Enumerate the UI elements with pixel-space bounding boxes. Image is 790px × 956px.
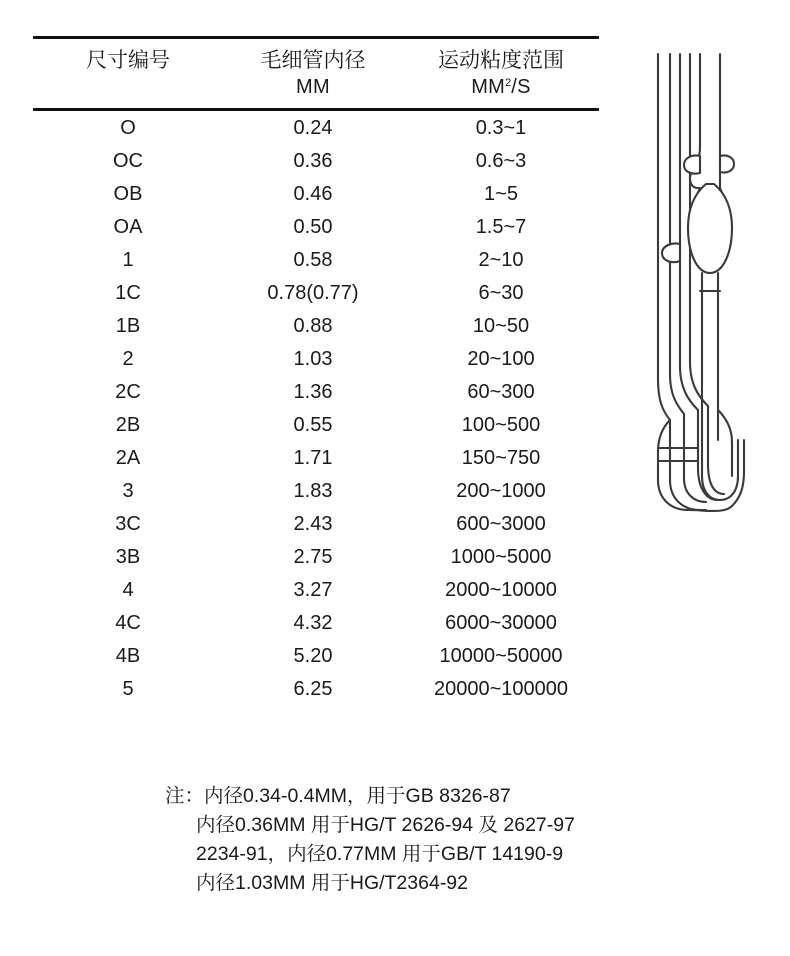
cell-range: 600~3000 <box>456 513 546 536</box>
footnote-line-1: 注：内径0.34-0.4MM，用于GB 8326-87 <box>165 785 511 807</box>
cell-range: 60~300 <box>467 381 535 404</box>
cell-size: OC <box>113 150 143 173</box>
table-row <box>33 210 599 243</box>
table-row <box>33 474 599 507</box>
cell-size: 4 <box>122 579 134 602</box>
left-tube-nub-icon <box>662 243 680 262</box>
cell-bore: 1.71 <box>293 447 333 470</box>
table-body <box>33 110 599 706</box>
footnote-line-2: 内径0.36MM 用于HG/T 2626-94 及 2627-97 <box>196 814 575 836</box>
unit-superscript: 2 <box>505 76 512 89</box>
cell-range: 2~10 <box>478 249 524 272</box>
cell-range: 20000~100000 <box>433 678 569 701</box>
column-header-viscosity-unit <box>403 75 599 101</box>
cell-bore: 0.58 <box>293 249 333 272</box>
cell-size: 2 <box>122 348 134 371</box>
table-row <box>33 177 599 210</box>
table-row <box>33 276 599 309</box>
cell-bore: 0.36 <box>293 150 333 173</box>
footnote-line-3: 2234-91，内径0.77MM 用于GB/T 14190-9 <box>196 843 564 865</box>
cell-size: 5 <box>122 678 134 701</box>
viscometer-spec-table <box>33 36 599 705</box>
table-footnote <box>165 782 685 898</box>
column-header-bore <box>223 38 403 110</box>
table-header <box>33 38 599 110</box>
cell-size: 2B <box>115 414 141 437</box>
cell-size: OB <box>113 183 143 206</box>
cell-bore: 0.55 <box>293 414 333 437</box>
column-header-bore-label: 毛细管内径 <box>260 49 366 72</box>
cell-range: 6~30 <box>478 282 524 305</box>
cell-bore: 3.27 <box>293 579 333 602</box>
table-row <box>33 606 599 639</box>
cell-bore: 0.46 <box>293 183 333 206</box>
unit-prefix: MM <box>471 75 506 98</box>
cell-size: OA <box>113 216 143 239</box>
cell-size: 1 <box>122 249 134 272</box>
cell-range: 100~500 <box>461 414 541 437</box>
unit-suffix: /S <box>511 75 531 98</box>
viscometer-svg <box>640 48 770 518</box>
column-header-viscosity <box>403 38 599 110</box>
cell-range: 150~750 <box>461 447 541 470</box>
table-row <box>33 441 599 474</box>
cell-range: 200~1000 <box>456 480 546 503</box>
cell-bore: 6.25 <box>293 678 333 701</box>
lower-capillary <box>702 306 718 440</box>
cell-range: 2000~10000 <box>445 579 557 602</box>
spec-table-container <box>33 36 599 705</box>
column-header-size <box>33 38 223 110</box>
table-row <box>33 408 599 441</box>
capillary-stem <box>702 273 718 306</box>
table-row <box>33 573 599 606</box>
cell-bore: 4.32 <box>293 612 333 635</box>
cell-size: 2C <box>115 381 141 404</box>
column-header-bore-unit: MM <box>296 75 330 98</box>
table-row <box>33 639 599 672</box>
cell-range: 0.6~3 <box>475 150 527 173</box>
cell-bore: 0.24 <box>293 117 333 140</box>
cell-size: 2A <box>115 447 141 470</box>
table-row <box>33 110 599 145</box>
table-row <box>33 540 599 573</box>
header-row <box>33 38 599 110</box>
cell-range: 1.5~7 <box>475 216 527 239</box>
cell-bore: 2.43 <box>293 513 333 536</box>
cell-size: 3B <box>115 546 141 569</box>
left-neck-nub-icon <box>684 155 700 173</box>
cell-range: 1~5 <box>484 183 518 206</box>
table-row <box>33 672 599 705</box>
table-row <box>33 144 599 177</box>
cell-range: 10000~50000 <box>439 645 563 668</box>
table-row <box>33 507 599 540</box>
cell-range: 6000~30000 <box>445 612 557 635</box>
cell-bore: 0.78(0.77) <box>267 282 359 305</box>
right-neck-nub-icon <box>720 155 734 172</box>
column-header-viscosity-label: 运动粘度范围 <box>438 49 564 72</box>
cell-size: 4B <box>115 645 141 668</box>
cell-range: 0.3~1 <box>475 117 527 140</box>
cell-bore: 0.50 <box>293 216 333 239</box>
footnote-line-4: 内径1.03MM 用于HG/T2364-92 <box>196 872 469 894</box>
cell-bore: 5.20 <box>293 645 333 668</box>
cell-size: 4C <box>115 612 141 635</box>
cell-range: 10~50 <box>472 315 530 338</box>
base-right-wall <box>718 410 732 476</box>
table-row <box>33 309 599 342</box>
table-row <box>33 375 599 408</box>
table-row <box>33 243 599 276</box>
cell-size: 3 <box>122 480 134 503</box>
column-header-size-label: 尺寸编号 <box>86 49 170 72</box>
viscometer-diagram <box>640 48 770 518</box>
table-row <box>33 342 599 375</box>
measuring-bulb <box>688 184 732 273</box>
cell-bore: 0.88 <box>293 315 333 338</box>
cell-range: 1000~5000 <box>450 546 552 569</box>
cell-size: 1B <box>115 315 141 338</box>
cell-size: 3C <box>115 513 141 536</box>
cell-range: 20~100 <box>467 348 535 371</box>
cell-size: 1C <box>115 282 141 305</box>
cell-bore: 1.03 <box>293 348 333 371</box>
cell-bore: 1.83 <box>293 480 333 503</box>
cell-size: O <box>120 117 136 140</box>
cell-bore: 2.75 <box>293 546 333 569</box>
cell-bore: 1.36 <box>293 381 333 404</box>
